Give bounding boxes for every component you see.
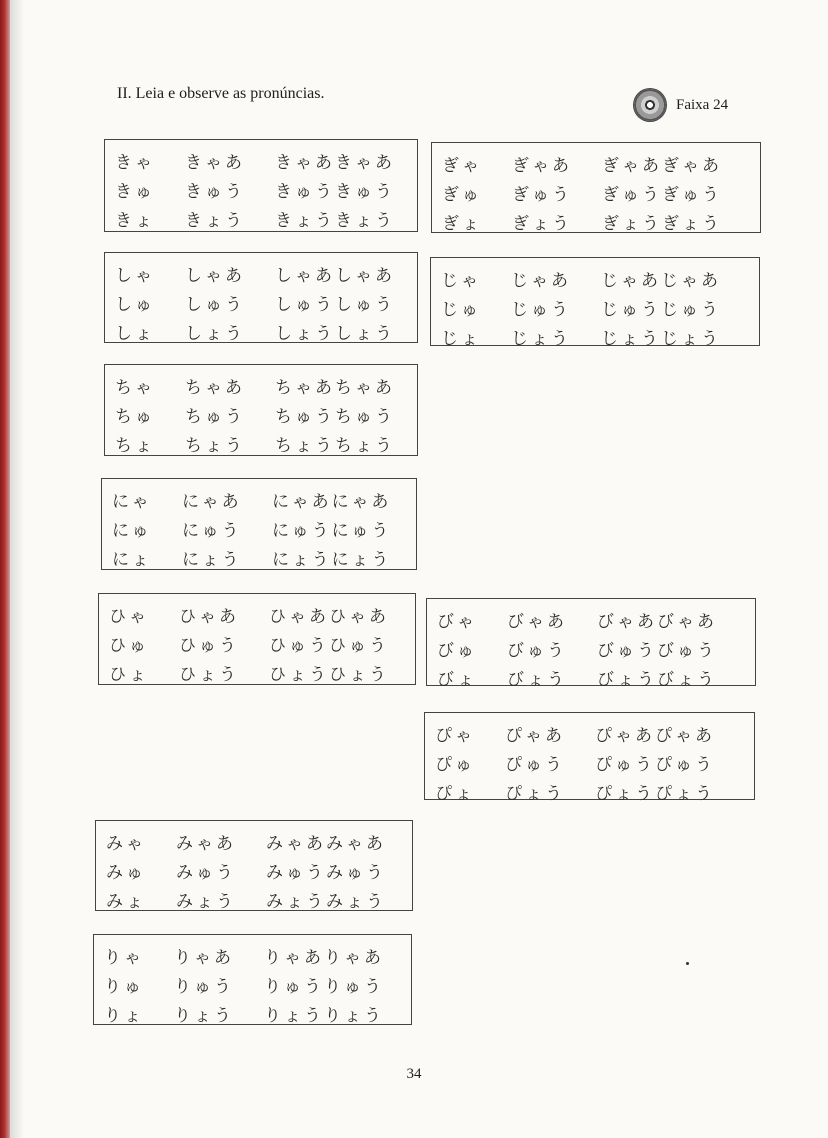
kana-cell: ちゃあ	[185, 378, 245, 398]
kana-row	[437, 634, 745, 663]
kana-cell: びゃあびゃあ	[597, 612, 717, 632]
kana-cell: しゅ	[115, 295, 155, 315]
kana-cell: しょうしょう	[275, 324, 395, 344]
kana-cell: きょ	[115, 211, 155, 231]
kana-cell: みょう	[176, 892, 236, 912]
kana-box-mi	[95, 820, 413, 911]
kana-row	[115, 204, 407, 233]
kana-cell: ぴょう	[505, 784, 565, 804]
binding-shadow	[10, 0, 24, 1138]
kana-cell: びゃあ	[507, 612, 567, 632]
kana-cell: ちょう	[185, 436, 245, 456]
kana-cell: にゃあにゃあ	[272, 492, 392, 512]
kana-cell: にゅうにゅう	[272, 521, 392, 541]
kana-cell: みゃあみゃあ	[266, 834, 386, 854]
kana-cell: ひゅう	[179, 636, 239, 656]
kana-cell: きょうきょう	[275, 211, 395, 231]
kana-row	[104, 970, 401, 999]
kana-cell: りょう	[174, 1006, 234, 1026]
kana-cell: みゃ	[106, 834, 146, 854]
kana-cell: ぎゅうぎゅう	[602, 185, 722, 205]
kana-cell: しゅうしゅう	[275, 295, 395, 315]
kana-cell: にゅ	[112, 521, 152, 541]
kana-row	[109, 658, 405, 687]
kana-row	[442, 178, 750, 207]
kana-cell: ぴゅう	[505, 755, 565, 775]
kana-box-chi	[104, 364, 418, 456]
kana-cell: びゃ	[437, 612, 477, 632]
kana-cell: ぎゅう	[512, 185, 572, 205]
kana-cell: びょうびょう	[597, 670, 717, 690]
kana-cell: ひゃ	[109, 607, 149, 627]
kana-cell: ひょうひょう	[269, 665, 389, 685]
kana-cell: みゅ	[106, 863, 146, 883]
kana-cell: しょう	[185, 324, 245, 344]
kana-row	[435, 719, 744, 748]
kana-cell: びょう	[507, 670, 567, 690]
kana-row	[106, 856, 402, 885]
kana-cell: にゅう	[182, 521, 242, 541]
kana-row	[115, 371, 407, 400]
kana-row	[104, 941, 401, 970]
kana-row	[437, 663, 745, 692]
kana-cell: しょ	[115, 324, 155, 344]
kana-cell: きょう	[185, 211, 245, 231]
kana-cell: ぴょうぴょう	[595, 784, 715, 804]
kana-cell: ぴゃあぴゃあ	[595, 726, 715, 746]
kana-cell: ちゅうちゅう	[275, 407, 395, 427]
kana-cell: ひゅ	[109, 636, 149, 656]
kana-cell: きゃあきゃあ	[275, 153, 395, 173]
kana-cell: きゅうきゅう	[275, 182, 395, 202]
track-label: Faixa 24	[676, 96, 729, 113]
kana-box-shi	[104, 252, 418, 343]
kana-cell: にゃ	[112, 492, 152, 512]
kana-cell: じゅう	[511, 300, 571, 320]
kana-box-bi	[426, 598, 756, 690]
kana-cell: ちょ	[115, 436, 155, 456]
kana-cell: にょうにょう	[272, 550, 392, 570]
kana-row	[109, 600, 405, 629]
kana-row	[441, 322, 749, 351]
kana-cell: にょう	[182, 550, 242, 570]
kana-row	[441, 264, 749, 293]
kana-row	[109, 629, 405, 658]
kana-cell: じょ	[441, 329, 481, 349]
kana-cell: ひゃあひゃあ	[269, 607, 389, 627]
kana-row	[435, 748, 744, 777]
kana-row	[112, 543, 406, 572]
kana-cell: ひょう	[179, 665, 239, 685]
kana-cell: ぴゃ	[435, 726, 475, 746]
cd-icon	[634, 89, 666, 121]
kana-cell: ちゃ	[115, 378, 155, 398]
kana-cell: じゃ	[441, 271, 481, 291]
kana-row	[115, 317, 407, 346]
kana-cell: にょ	[112, 550, 152, 570]
kana-cell: りゃありゃあ	[264, 948, 384, 968]
exercise-heading: II. Leia e observe as pronúncias.	[117, 85, 325, 102]
kana-row	[442, 207, 750, 236]
kana-cell: じょう	[511, 329, 571, 349]
kana-cell: しゃあ	[185, 266, 245, 286]
kana-cell: しゃ	[115, 266, 155, 286]
kana-row	[441, 293, 749, 322]
kana-cell: ちゅう	[185, 407, 245, 427]
kana-box-ji	[430, 257, 760, 349]
kana-row	[115, 146, 407, 175]
kana-cell: りゅ	[104, 977, 144, 997]
kana-cell: みょうみょう	[266, 892, 386, 912]
kana-cell: ぴゅ	[435, 755, 475, 775]
kana-cell: みょ	[106, 892, 146, 912]
kana-row	[115, 400, 407, 429]
kana-cell: ぎょう	[512, 214, 572, 234]
kana-box-gi	[431, 142, 761, 233]
kana-box-ki	[104, 139, 418, 232]
kana-cell: みゃあ	[176, 834, 236, 854]
kana-cell: しゃあしゃあ	[275, 266, 395, 286]
kana-box-pi	[424, 712, 755, 804]
kana-row	[106, 885, 402, 914]
kana-cell: ぎゃあ	[512, 156, 572, 176]
kana-cell: じゃあじゃあ	[601, 271, 721, 291]
kana-cell: ちゃあちゃあ	[275, 378, 395, 398]
kana-cell: みゅう	[176, 863, 236, 883]
kana-row	[106, 827, 402, 856]
kana-row	[115, 288, 407, 317]
kana-cell: ぎゃあぎゃあ	[602, 156, 722, 176]
kana-cell: きゅ	[115, 182, 155, 202]
kana-cell: ぴょ	[435, 784, 475, 804]
kana-box-ni	[101, 478, 417, 570]
kana-cell: ぎゅ	[442, 185, 482, 205]
kana-cell: ちょうちょう	[275, 436, 395, 456]
kana-row	[115, 259, 407, 288]
kana-row	[112, 485, 406, 514]
kana-row	[115, 429, 407, 458]
kana-row	[442, 149, 750, 178]
audio-track	[634, 89, 728, 121]
kana-cell: ひょ	[109, 665, 149, 685]
kana-cell: りゅうりゅう	[264, 977, 384, 997]
kana-box-hi	[98, 593, 416, 685]
kana-cell: じょうじょう	[601, 329, 721, 349]
kana-cell: びゅう	[507, 641, 567, 661]
kana-cell: りゅう	[174, 977, 234, 997]
kana-cell: じゃあ	[511, 271, 571, 291]
kana-cell: きゅう	[185, 182, 245, 202]
kana-cell: ひゅうひゅう	[269, 636, 389, 656]
kana-cell: びゅうびゅう	[597, 641, 717, 661]
kana-box-ri	[93, 934, 412, 1025]
kana-row	[112, 514, 406, 543]
kana-cell: きゃあ	[185, 153, 245, 173]
kana-cell: りゃあ	[174, 948, 234, 968]
kana-cell: ぎゃ	[442, 156, 482, 176]
kana-cell: ぎょうぎょう	[602, 214, 722, 234]
kana-cell: りょうりょう	[264, 1006, 384, 1026]
page-number: 34	[406, 1066, 422, 1082]
kana-cell: みゅうみゅう	[266, 863, 386, 883]
kana-cell: ちゅ	[115, 407, 155, 427]
kana-cell: きゃ	[115, 153, 155, 173]
kana-cell: りゃ	[104, 948, 144, 968]
kana-cell: しゅう	[185, 295, 245, 315]
kana-cell: ぴゃあ	[505, 726, 565, 746]
kana-cell: ひゃあ	[179, 607, 239, 627]
kana-cell: じゅうじゅう	[601, 300, 721, 320]
kana-cell: びょ	[437, 670, 477, 690]
kana-cell: じゅ	[441, 300, 481, 320]
kana-cell: ぴゅうぴゅう	[595, 755, 715, 775]
kana-cell: びゅ	[437, 641, 477, 661]
kana-cell: にゃあ	[182, 492, 242, 512]
book-binding-edge	[0, 0, 10, 1138]
kana-row	[437, 605, 745, 634]
kana-cell: りょ	[104, 1006, 144, 1026]
kana-row	[435, 777, 744, 806]
kana-cell: ぎょ	[442, 214, 482, 234]
kana-row	[115, 175, 407, 204]
print-speck	[686, 962, 689, 965]
kana-row	[104, 999, 401, 1028]
